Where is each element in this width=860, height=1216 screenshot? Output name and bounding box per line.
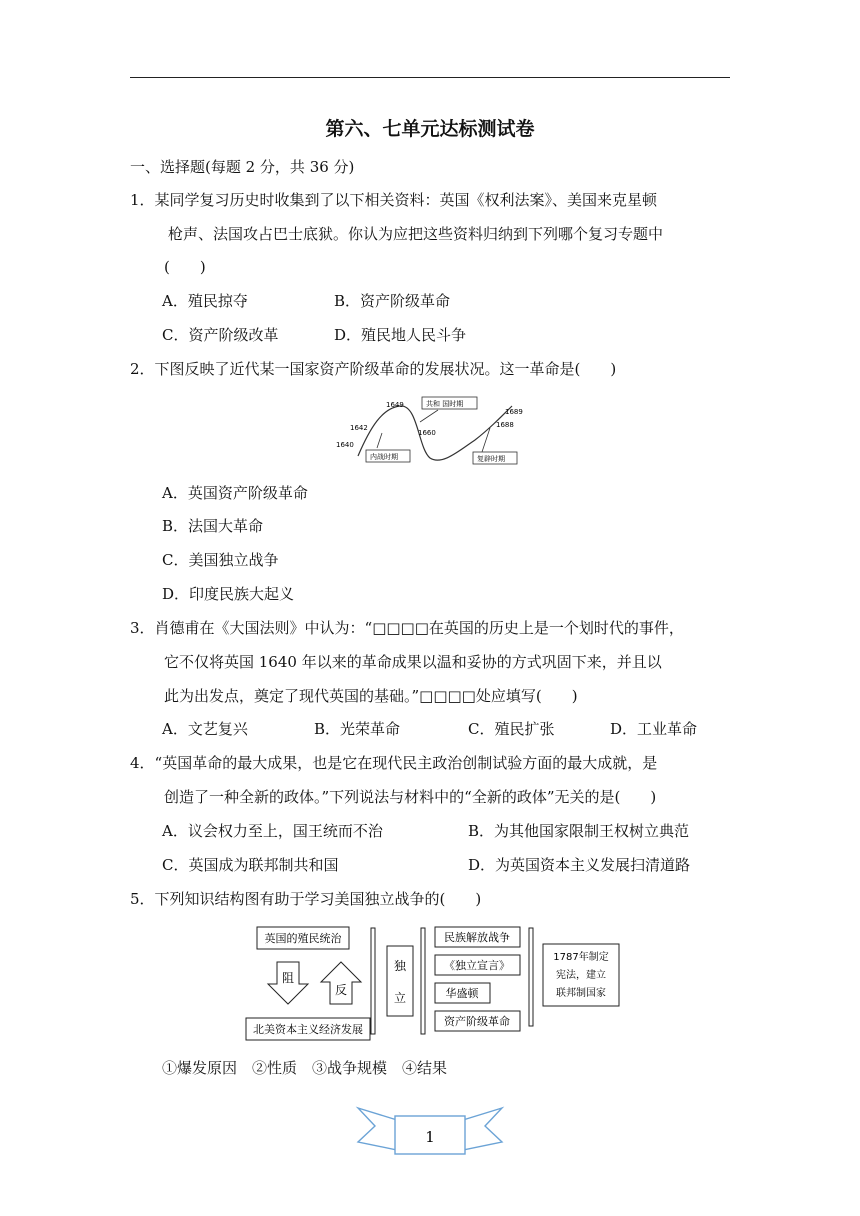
q3-option-c[interactable]: C．殖民扩张	[468, 720, 555, 738]
q4-option-c[interactable]: C．英国成为联邦制共和国	[162, 856, 339, 874]
q3-option-d[interactable]: D．工业革命	[610, 720, 698, 738]
year-label-1660: 1660	[418, 429, 436, 437]
colonial-rule-box: 英国的殖民统治	[264, 932, 342, 945]
arrow-down-label: 阻	[281, 971, 295, 985]
item-bourgeois-revolution: 资产阶级革命	[444, 1015, 510, 1028]
q4-line-2: 创造了一种全新的政体。”下列说法与材料中的“全新的政体”无关的是( )	[164, 788, 657, 806]
q1-option-d[interactable]: D．殖民地人民斗争	[334, 326, 467, 344]
page-number-ribbon	[355, 1102, 505, 1162]
result-line-1: 1787年制定	[553, 952, 609, 963]
center-char-1: 独	[393, 959, 407, 973]
page-number: 1	[425, 1128, 435, 1146]
q2-line-1: 2．下图反映了近代某一国家资产阶级革命的发展状况。这一革命是( )	[130, 360, 617, 378]
q1-line-3: ( )	[164, 258, 206, 276]
year-label-1642: 1642	[350, 424, 368, 432]
q4-option-d[interactable]: D．为英国资本主义发展扫清道路	[468, 856, 691, 874]
year-label-1640: 1640	[336, 441, 354, 449]
section-heading: 一、选择题(每题 2 分，共 36 分)	[130, 158, 355, 176]
q4-option-a[interactable]: A．议会权力至上，国王统而不治	[162, 822, 383, 840]
q3-line-3: 此为出发点，奠定了现代英国的基础。”□□□□处应填写( )	[164, 687, 578, 705]
year-label-1688: 1688	[496, 421, 514, 429]
q1-line-2: 枪声、法国攻占巴士底狱。你认为应把这些资料归纳到下列哪个复习专题中	[168, 225, 664, 243]
q1-line-1: 1．某同学复习历史时收集到了以下相关资料：英国《权利法案》、美国来克星顿	[130, 191, 658, 209]
q5-knowledge-structure-figure	[240, 922, 625, 1044]
q2-option-b[interactable]: B．法国大革命	[162, 517, 264, 535]
q2-option-a[interactable]: A．英国资产阶级革命	[162, 484, 308, 502]
q2-option-c[interactable]: C．美国独立战争	[162, 551, 279, 569]
item-declaration: 《独立宣言》	[444, 959, 510, 972]
header-rule	[130, 77, 730, 78]
q1-option-c[interactable]: C．资产阶级改革	[162, 326, 279, 344]
q5-options: ①爆发原因 ②性质 ③战争规模 ④结果	[162, 1059, 448, 1077]
year-label-1689: 1689	[505, 408, 523, 416]
item-washington: 华盛顿	[445, 987, 479, 1000]
period-label-republic: 共和 国时期	[426, 400, 464, 408]
q2-revolution-curve-figure	[330, 388, 530, 470]
result-line-2: 宪法，建立	[556, 970, 606, 981]
arrow-up-label: 反	[334, 983, 348, 997]
q3-option-a[interactable]: A．文艺复兴	[162, 720, 248, 738]
q4-line-1: 4．“英国革命的最大成果，也是它在现代民主政治创制试验方面的最大成就，是	[130, 754, 658, 772]
economy-development-box: 北美资本主义经济发展	[253, 1023, 363, 1036]
q3-line-2: 它不仅将英国 1640 年以来的革命成果以温和妥协的方式巩固下来，并且以	[164, 653, 662, 671]
q1-option-a[interactable]: A．殖民掠夺	[162, 292, 248, 310]
q3-option-b[interactable]: B．光荣革命	[314, 720, 401, 738]
item-national-liberation: 民族解放战争	[444, 931, 510, 944]
center-char-2: 立	[393, 991, 407, 1005]
q4-option-b[interactable]: B．为其他国家限制王权树立典范	[468, 822, 690, 840]
period-label-restoration: 复辟时期	[477, 455, 505, 463]
q3-line-1: 3．肖德甫在《大国法则》中认为：“□□□□在英国的历史上是一个划时代的事件，	[130, 619, 684, 637]
q5-line-1: 5．下列知识结构图有助于学习美国独立战争的( )	[130, 890, 482, 908]
q2-option-d[interactable]: D．印度民族大起义	[162, 585, 295, 603]
period-label-civil-war: 内战时期	[370, 453, 398, 461]
year-label-1649: 1649	[386, 401, 404, 409]
page-title: 第六、七单元达标测试卷	[325, 118, 535, 140]
result-line-3: 联邦制国家	[556, 988, 606, 999]
q1-option-b[interactable]: B．资产阶级革命	[334, 292, 451, 310]
